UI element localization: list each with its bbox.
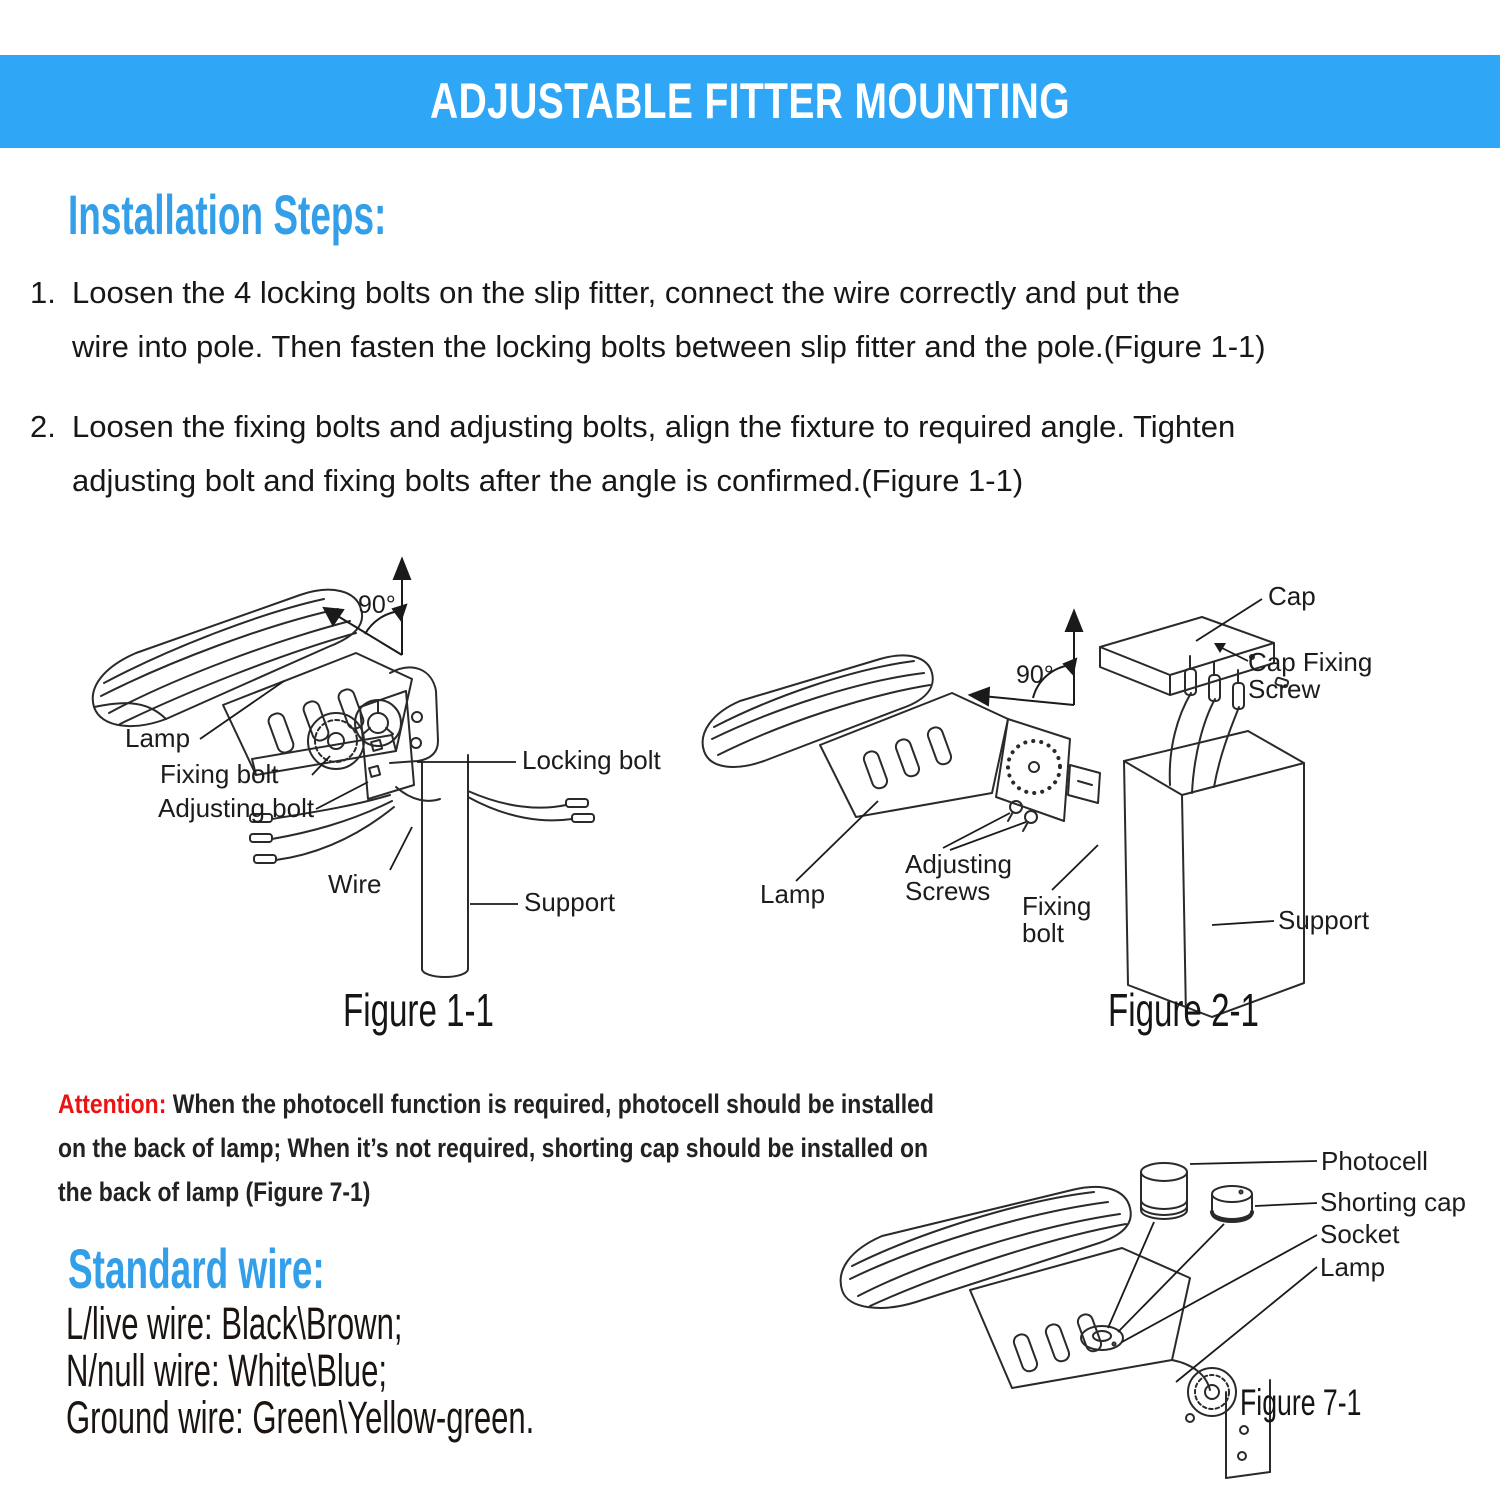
angle-90-label: 90° xyxy=(1016,661,1054,689)
socket-drawing xyxy=(1081,1326,1123,1350)
label-adjusting-bolt: Adjusting bolt xyxy=(158,793,315,823)
label-lamp: Lamp xyxy=(125,723,191,753)
step-text-line: Loosen the fixing bolts and adjusting bolts, align the fixture to required angle. Tighten xyxy=(72,409,1236,444)
angle-arrows xyxy=(970,611,1082,705)
figure-7-1-caption: Figure 7-1 xyxy=(1240,1382,1362,1423)
step-item-1 xyxy=(30,266,1470,374)
label-cap-fixing-screw: Cap Fixing Screw xyxy=(1248,647,1373,704)
label-cap: Cap xyxy=(1268,581,1316,611)
wire-line-live: L/live wire: Black\Brown; xyxy=(66,1298,403,1349)
pole xyxy=(422,755,468,977)
support-box xyxy=(1124,731,1304,1017)
label-adjusting-screws: Adjusting Screws xyxy=(905,849,1012,906)
figure-7-1-drawing xyxy=(820,1130,1500,1500)
page-title: ADJUSTABLE FITTER MOUNTING xyxy=(430,73,1070,129)
shorting-cap-drawing xyxy=(1212,1186,1252,1222)
label-socket: Socket xyxy=(1320,1219,1400,1249)
attention-line: the back of lamp (Figure 7-1) xyxy=(58,1177,371,1207)
standard-wire-list xyxy=(66,1300,745,1441)
label-shorting-cap: Shorting cap xyxy=(1320,1187,1466,1217)
wire-line-null: N/null wire: White\Blue; xyxy=(66,1345,387,1396)
label-lamp: Lamp xyxy=(1320,1252,1386,1282)
figure-1-1 xyxy=(60,555,720,1035)
label-fixing-bolt: Fixing bolt xyxy=(1022,891,1092,948)
step-text-line: adjusting bolt and fixing bolts after the angle is confirmed.(Figure 1-1) xyxy=(72,463,1024,498)
figure-2-1-caption: Figure 2-1 xyxy=(1108,984,1259,1036)
installation-steps-list xyxy=(30,266,1470,534)
photocell-drawing xyxy=(1141,1163,1187,1219)
figure-2-1-drawing xyxy=(700,555,1490,1035)
label-support: Support xyxy=(1278,905,1370,935)
label-locking-bolt: Locking bolt xyxy=(522,745,661,775)
step-number: 1. xyxy=(30,275,56,310)
step-number: 2. xyxy=(30,409,56,444)
step-text-line: Loosen the 4 locking bolts on the slip fitter, connect the wire correctly and put the xyxy=(72,275,1181,310)
label-fixing-bolt: Fixing bolt xyxy=(160,759,279,789)
label-lamp: Lamp xyxy=(760,879,826,909)
attention-line: on the back of lamp; When it’s not required, shorting cap should be installed on xyxy=(58,1133,929,1163)
header-bar xyxy=(0,55,1500,148)
attention-line xyxy=(58,1082,1146,1126)
lamp-drawing xyxy=(841,1163,1270,1478)
step-item-2 xyxy=(30,400,1470,508)
standard-wire-heading: Standard wire: xyxy=(68,1237,325,1300)
wire-line-ground: Ground wire: Green\Yellow-green. xyxy=(66,1392,535,1443)
figure-1-1-caption: Figure 1-1 xyxy=(343,984,494,1036)
figure-7-1 xyxy=(820,1130,1500,1500)
label-photocell: Photocell xyxy=(1321,1146,1428,1176)
attention-text: When the photocell function is required, photocell should be installed xyxy=(166,1089,934,1119)
label-support: Support xyxy=(524,887,616,917)
step-text-line: wire into pole. Then fasten the locking bolts between slip fitter and the pole.(Figure 1-1) xyxy=(72,329,1266,364)
attention-label: Attention: xyxy=(58,1089,167,1119)
label-wire: Wire xyxy=(328,869,382,899)
angle-90-label: 90° xyxy=(358,591,396,619)
installation-steps-heading: Installation Steps: xyxy=(68,183,387,246)
figure-2-1 xyxy=(700,555,1490,1035)
